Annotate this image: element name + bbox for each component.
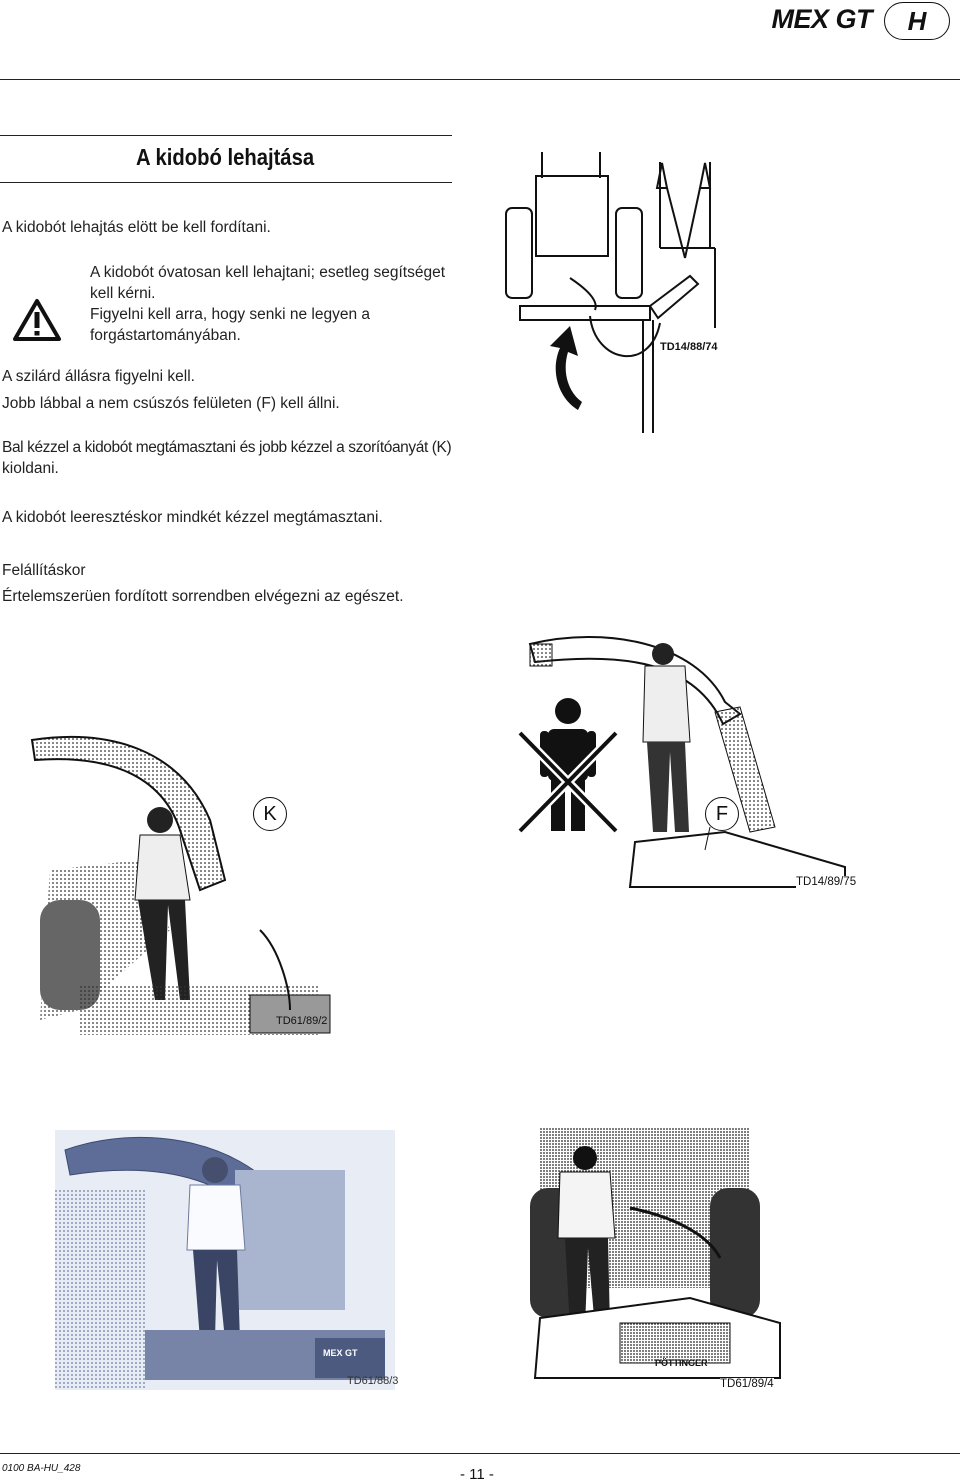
- warning-icon: [12, 298, 62, 342]
- warning-text: A kidobót óvatosan kell lehajtani; esetleg segítséget kell kérni. Figyelni kell arra, hogy senki ne legyen a forgástartományában.: [90, 264, 446, 344]
- figure-chute-lowered-code: TD61/89/4: [720, 1378, 774, 1390]
- paragraph-hands: Bal kézzel a kidobót megtámasztani és jobb kézzel a szorítóanyát (K) kioldani.: [2, 439, 452, 477]
- paragraph-stance: A szilárd állásra figyelni kell. Jobb lábbal a nem csúszós felületen (F) kell állni.: [2, 368, 340, 412]
- paragraph-setup: Felállításkor Értelemszerüen fordított sorrendben elvégezni az egészet.: [2, 562, 404, 605]
- section-title: A kidobó lehajtása: [136, 144, 315, 170]
- figure-lowering-code: TD61/88/3: [347, 1375, 399, 1387]
- title-rule-top: [0, 135, 452, 136]
- figure-operator-release-photo: [20, 730, 340, 1040]
- header-rule: [0, 79, 960, 80]
- footer-doc-code: 0100 BA-HU_428: [2, 1463, 81, 1474]
- label-f-circle: F: [705, 797, 739, 831]
- figure-topview-code: TD14/88/74: [660, 341, 718, 353]
- figure-chute-lowered-plate: PÖTTINGER: [655, 1358, 708, 1368]
- header-language-badge: H: [884, 2, 950, 40]
- figure-lowering-plate: MEX GT: [323, 1348, 358, 1358]
- header-model: MEX GT: [771, 4, 872, 34]
- title-rule-bottom: [0, 182, 452, 183]
- footer-page-number: - 11 -: [460, 1466, 494, 1483]
- footer-rule: [0, 1453, 960, 1454]
- label-k-circle: K: [253, 797, 287, 831]
- figure-operator-platform-photo: [525, 632, 855, 892]
- figure-operator-platform-code: TD14/89/75: [796, 876, 857, 888]
- figure-lowering-photo: [55, 1130, 399, 1390]
- figure-chute-lowered-photo: [510, 1128, 780, 1393]
- figure-topview-diagram: [500, 148, 740, 438]
- paragraph-turn: A kidobót lehajtás elött be kell fordítani.: [2, 219, 271, 236]
- figure-operator-release-code: TD61/89/2: [276, 1015, 328, 1027]
- paragraph-lowering: A kidobót leeresztéskor mindkét kézzel megtámasztani.: [2, 509, 383, 526]
